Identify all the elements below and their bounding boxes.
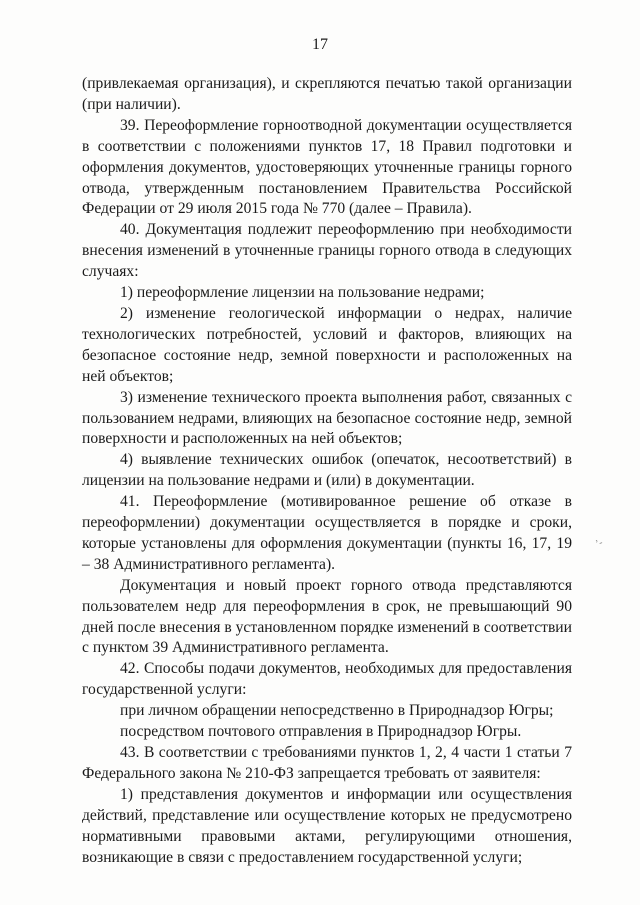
paragraph-40: 40. Документация подлежит переоформлению при необходимости внесения изменений в уточненные границы горного отвода в следующих случаях:: [82, 221, 572, 281]
paragraph-41-continued: Документация и новый проект горного отвода представляются пользователем недр для переоформления в срок, не превышающий 90 дней после внесения в установленном порядке изменений в соответствии с пунктом 39 Административного регламента.: [82, 576, 572, 657]
list-item-42-1: при личном обращении непосредственно в Природнадзор Югры;: [120, 702, 554, 720]
paragraph-43: 43. В соответствии с требованиями пунктов 1, 2, 4 части 1 статьи 7 Федерального закона № 210-ФЗ запрещается требовать от заявителя:: [82, 744, 572, 782]
page-number: 17: [312, 36, 328, 53]
list-item-40-1: 1) переоформление лицензии на пользование недрами;: [120, 284, 485, 302]
paragraph-continuation: (привлекаемая организация), и скрепляются печатью такой организации (при наличии).: [82, 75, 572, 113]
list-item-40-4: 4) выявление технических ошибок (опечаток, несоответствий) в лицензии на пользование недрами и (или) в документации.: [82, 451, 572, 490]
paragraph-41: 41. Переоформление (мотивированное решение об отказе в переоформлении) документации осуществляется в порядке и сроки, которые установлены для оформления документации (пункты 16, 17, 19 – 38 Административного регламента).: [82, 493, 572, 573]
paragraph-42: 42. Способы подачи документов, необходимых для предоставления государственной услуги:: [82, 660, 572, 699]
list-item-43-1: 1) представления документов и информации или осуществления действий, представление или осуществление которых не предусмотрено нормативными правовыми актами, регулирующими отношения, возникающие в связи с предоставлением государственной услуги;: [82, 785, 572, 866]
list-item-40-3: 3) изменение технического проекта выполнения работ, связанных с пользованием недрами, влияющих на безопасное состояние недр, земной поверхности и расположенных на ней объектов;: [82, 388, 572, 448]
list-item-40-2: 2) изменение геологической информации о недрах, наличие технологических потребностей, условий и факторов, влияющих на безопасное состояние недр, земной поверхности и расположенных на ней объектов;: [82, 304, 572, 385]
document-body: [82, 74, 572, 868]
paragraph-39: 39. Переоформление горноотводной документации осуществляется в соответствии с положениями пунктов 17, 18 Правил подготовки и оформления документов, удостоверяющих уточненные границы горного отвода, утвержденным постановлением Правительства Российской Федерации от 29 июля 2015 года № 770 (далее – Правила).: [82, 116, 572, 218]
scan-mark-icon: ʼ‑: [594, 537, 605, 550]
list-item-42-2: посредством почтового отправления в Природнадзор Югры.: [120, 723, 522, 741]
